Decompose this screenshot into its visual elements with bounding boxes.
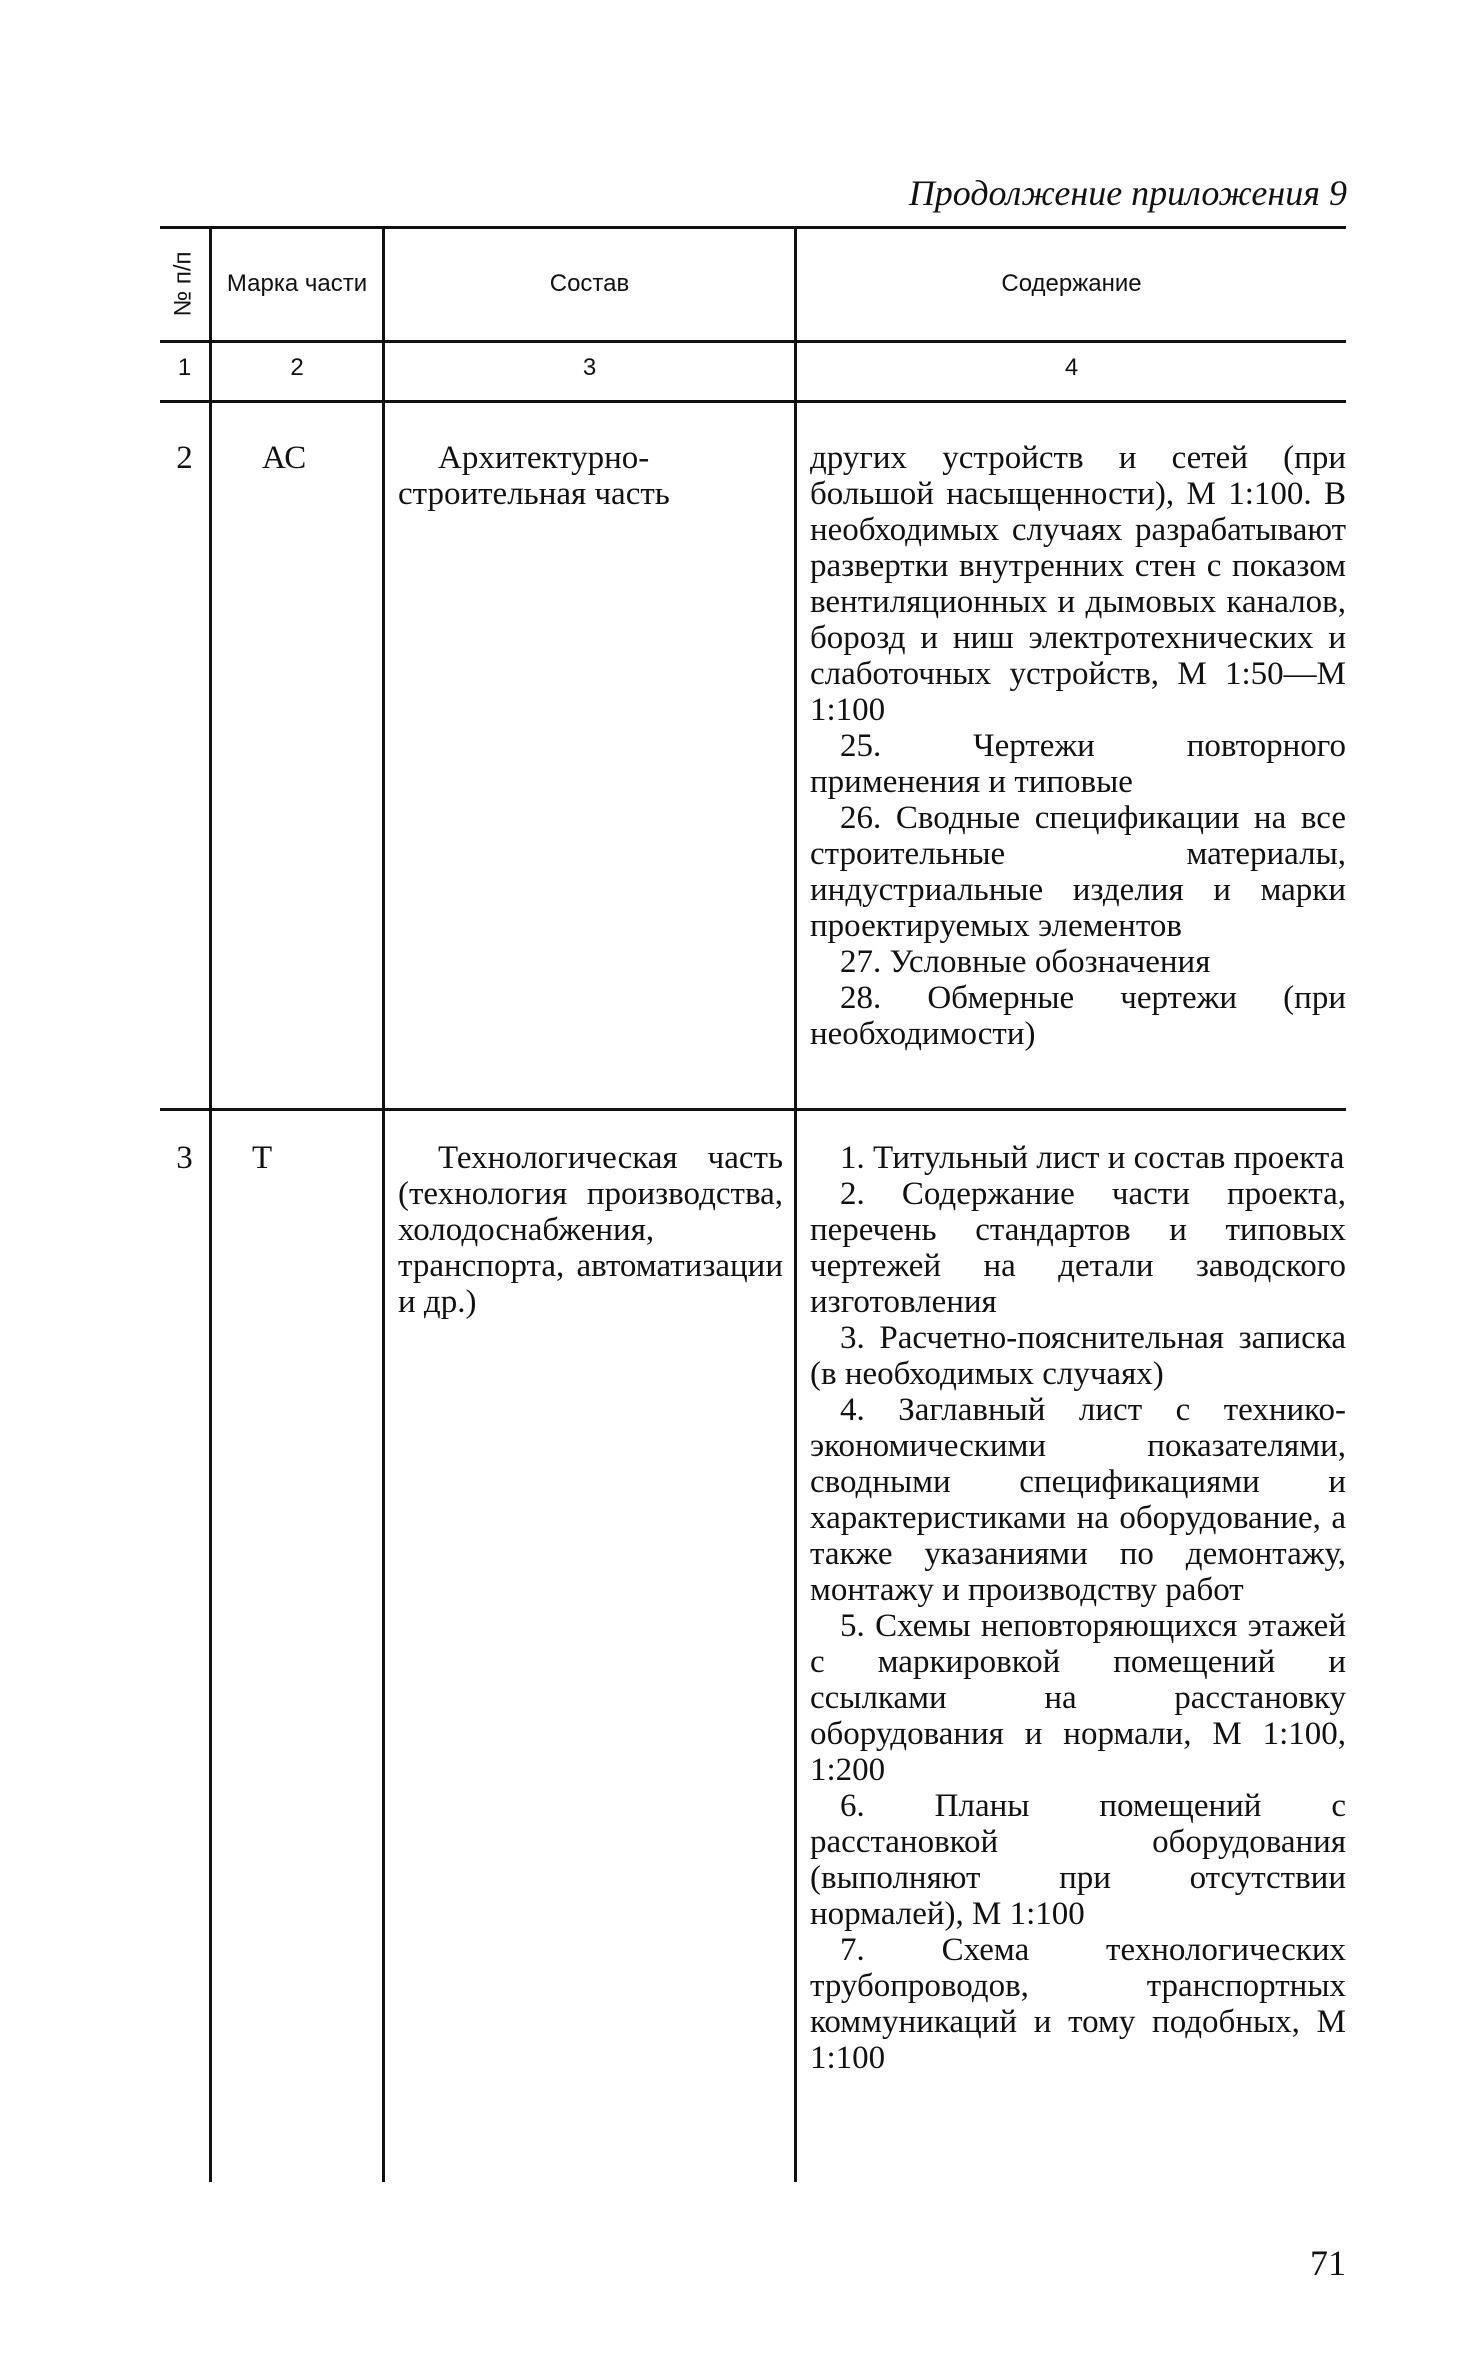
row-number: 2	[176, 440, 193, 476]
column-divider-1	[209, 226, 212, 2182]
content-paragraph: других устройств и сетей (при большой насыщенности), М 1:100. В необходимых случаях разрабатывают развертки внутренних стен с показом вентиляционных и дымовых каналов, борозд и ниш электротехнических и слаботочных устройств, М 1:50—М 1:100	[810, 440, 1346, 728]
content-item: 6. Планы помещений с расстановкой оборудования (выполняют при отсутствии нормалей), М 1:100	[810, 1788, 1346, 1932]
header-composition: Состав	[549, 270, 630, 297]
content-item: 3. Расчетно-пояснительная записка (в необходимых случаях)	[810, 1320, 1346, 1392]
content-item: 28. Обмерные чертежи (при необходимости)	[810, 980, 1346, 1052]
row-mark: Т	[252, 1140, 273, 1176]
content-item: 7. Схема технологических трубопроводов, транспортных коммуникаций и тому подобных, М 1:100	[810, 1932, 1346, 2076]
row-separator-rule	[160, 1108, 1346, 1111]
row-content	[810, 440, 1346, 1052]
page-number: 71	[1310, 2243, 1346, 2283]
header-bottom-rule	[160, 340, 1346, 343]
content-item: 1. Титульный лист и состав проекта	[840, 1140, 1345, 1176]
content-item: 5. Схемы неповторяющихся этажей с маркировкой помещений и ссылками на расстановку оборудования и нормали, М 1:100, 1:200	[810, 1608, 1346, 1788]
row-mark: АС	[262, 440, 307, 476]
column-number-3: 3	[582, 354, 597, 381]
row-number: 3	[176, 1140, 193, 1176]
content-item: 25. Чертежи повторного применения и типовые	[810, 728, 1346, 800]
header-mark: Марка части	[226, 270, 368, 297]
content-item: 27. Условные обозначения	[840, 944, 1211, 980]
content-item: 26. Сводные спецификации на все строительные материалы, индустриальные изделия и марки проектируемых элементов	[810, 800, 1346, 944]
header-num: № п/п	[170, 251, 198, 317]
content-item: 2. Содержание части проекта, перечень стандартов и типовых чертежей на детали заводского изготовления	[810, 1176, 1346, 1320]
content-item: 4. Заглавный лист с технико-экономическими показателями, сводными спецификациями и характеристиками на оборудование, а также указаниями по демонтажу, монтажу и производству работ	[810, 1392, 1346, 1608]
row-content	[810, 1140, 1346, 2076]
column-divider-2	[382, 226, 385, 2182]
header-content: Содержание	[1001, 270, 1142, 297]
row-composition: Архитектурно-строительная часть	[398, 440, 670, 512]
column-number-1: 1	[177, 354, 192, 381]
continuation-title: Продолжение приложения 9	[908, 173, 1347, 213]
row-composition: Технологическая часть (технология производства, холодоснабжения, транспорта, автоматизации и др.)	[398, 1140, 783, 1320]
column-numbers-rule	[160, 400, 1346, 403]
column-divider-3	[794, 226, 797, 2182]
column-number-4: 4	[1064, 354, 1079, 381]
column-number-2: 2	[290, 354, 304, 381]
